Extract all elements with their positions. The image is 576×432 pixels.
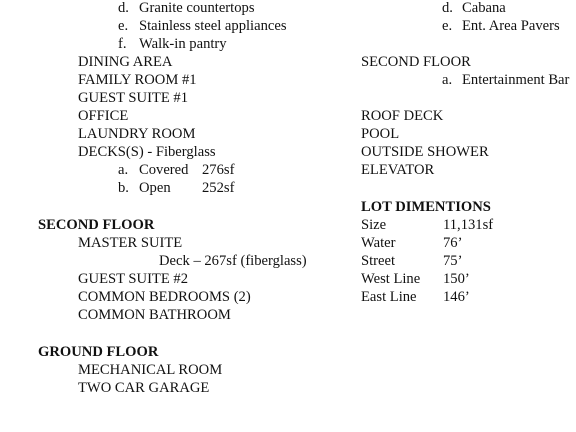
amenity-item: OUTSIDE SHOWER <box>361 144 489 160</box>
lot-label: Size <box>361 217 387 233</box>
room-item: FAMILY ROOM #1 <box>78 72 197 88</box>
lot-label: Water <box>361 235 396 251</box>
lot-dimentions-heading: LOT DIMENTIONS <box>361 199 491 215</box>
outdoor-feature-item <box>442 0 506 17</box>
second-floor-label: SECOND FLOOR <box>361 54 471 70</box>
deck-item <box>118 161 258 179</box>
amenity-item: ELEVATOR <box>361 162 435 178</box>
room-item: TWO CAR GARAGE <box>78 380 210 396</box>
deck-value: 252sf <box>202 180 235 196</box>
lot-value: 146’ <box>443 289 470 305</box>
deck-note: Deck – 267sf (fiberglass) <box>159 253 307 269</box>
lot-row <box>361 270 521 288</box>
lot-label: Street <box>361 253 396 269</box>
ground-floor-heading: GROUND FLOOR <box>38 344 159 360</box>
item-marker: f. <box>118 36 127 52</box>
lot-value: 11,131sf <box>443 217 494 233</box>
deck-item <box>118 179 258 197</box>
kitchen-feature-item <box>118 17 287 35</box>
lot-row <box>361 288 521 306</box>
room-item: GUEST SUITE #1 <box>78 90 188 106</box>
lot-value: 76’ <box>443 235 463 251</box>
item-text: Cabana <box>462 0 506 16</box>
amenity-item: POOL <box>361 126 400 142</box>
room-item: COMMON BATHROOM <box>78 307 231 323</box>
item-marker: b. <box>118 180 129 196</box>
item-text: Walk-in pantry <box>139 36 227 52</box>
second-floor-heading: SECOND FLOOR <box>38 217 155 233</box>
second-floor-item <box>442 71 570 89</box>
room-item: COMMON BEDROOMS (2) <box>78 289 251 305</box>
item-text: Ent. Area Pavers <box>462 18 560 34</box>
amenity-item: ROOF DECK <box>361 108 444 124</box>
item-text: Entertainment Bar <box>462 72 570 88</box>
lot-row <box>361 234 521 252</box>
deck-value: 276sf <box>202 162 235 178</box>
lot-value: 150’ <box>443 271 470 287</box>
kitchen-feature-item <box>118 0 255 17</box>
deck-label: Open <box>139 180 171 196</box>
lot-row <box>361 216 521 234</box>
lot-value: 75’ <box>443 253 463 269</box>
item-marker: d. <box>118 0 129 16</box>
item-marker: a. <box>442 72 453 88</box>
room-item: OFFICE <box>78 108 129 124</box>
room-item: LAUNDRY ROOM <box>78 126 196 142</box>
lot-label: West Line <box>361 271 421 287</box>
room-item: DECKS(S) - Fiberglass <box>78 144 216 160</box>
deck-label: Covered <box>139 162 189 178</box>
item-marker: e. <box>442 18 453 34</box>
room-item: DINING AREA <box>78 54 173 70</box>
outdoor-feature-item <box>442 17 560 35</box>
item-text: Stainless steel appliances <box>139 18 287 34</box>
room-item: MASTER SUITE <box>78 235 183 251</box>
room-item: MECHANICAL ROOM <box>78 362 223 378</box>
lot-label: East Line <box>361 289 417 305</box>
item-marker: d. <box>442 0 453 16</box>
lot-row <box>361 252 521 270</box>
item-marker: e. <box>118 18 129 34</box>
kitchen-feature-item <box>118 35 227 53</box>
item-text: Granite countertops <box>139 0 255 16</box>
item-marker: a. <box>118 162 129 178</box>
room-item: GUEST SUITE #2 <box>78 271 188 287</box>
